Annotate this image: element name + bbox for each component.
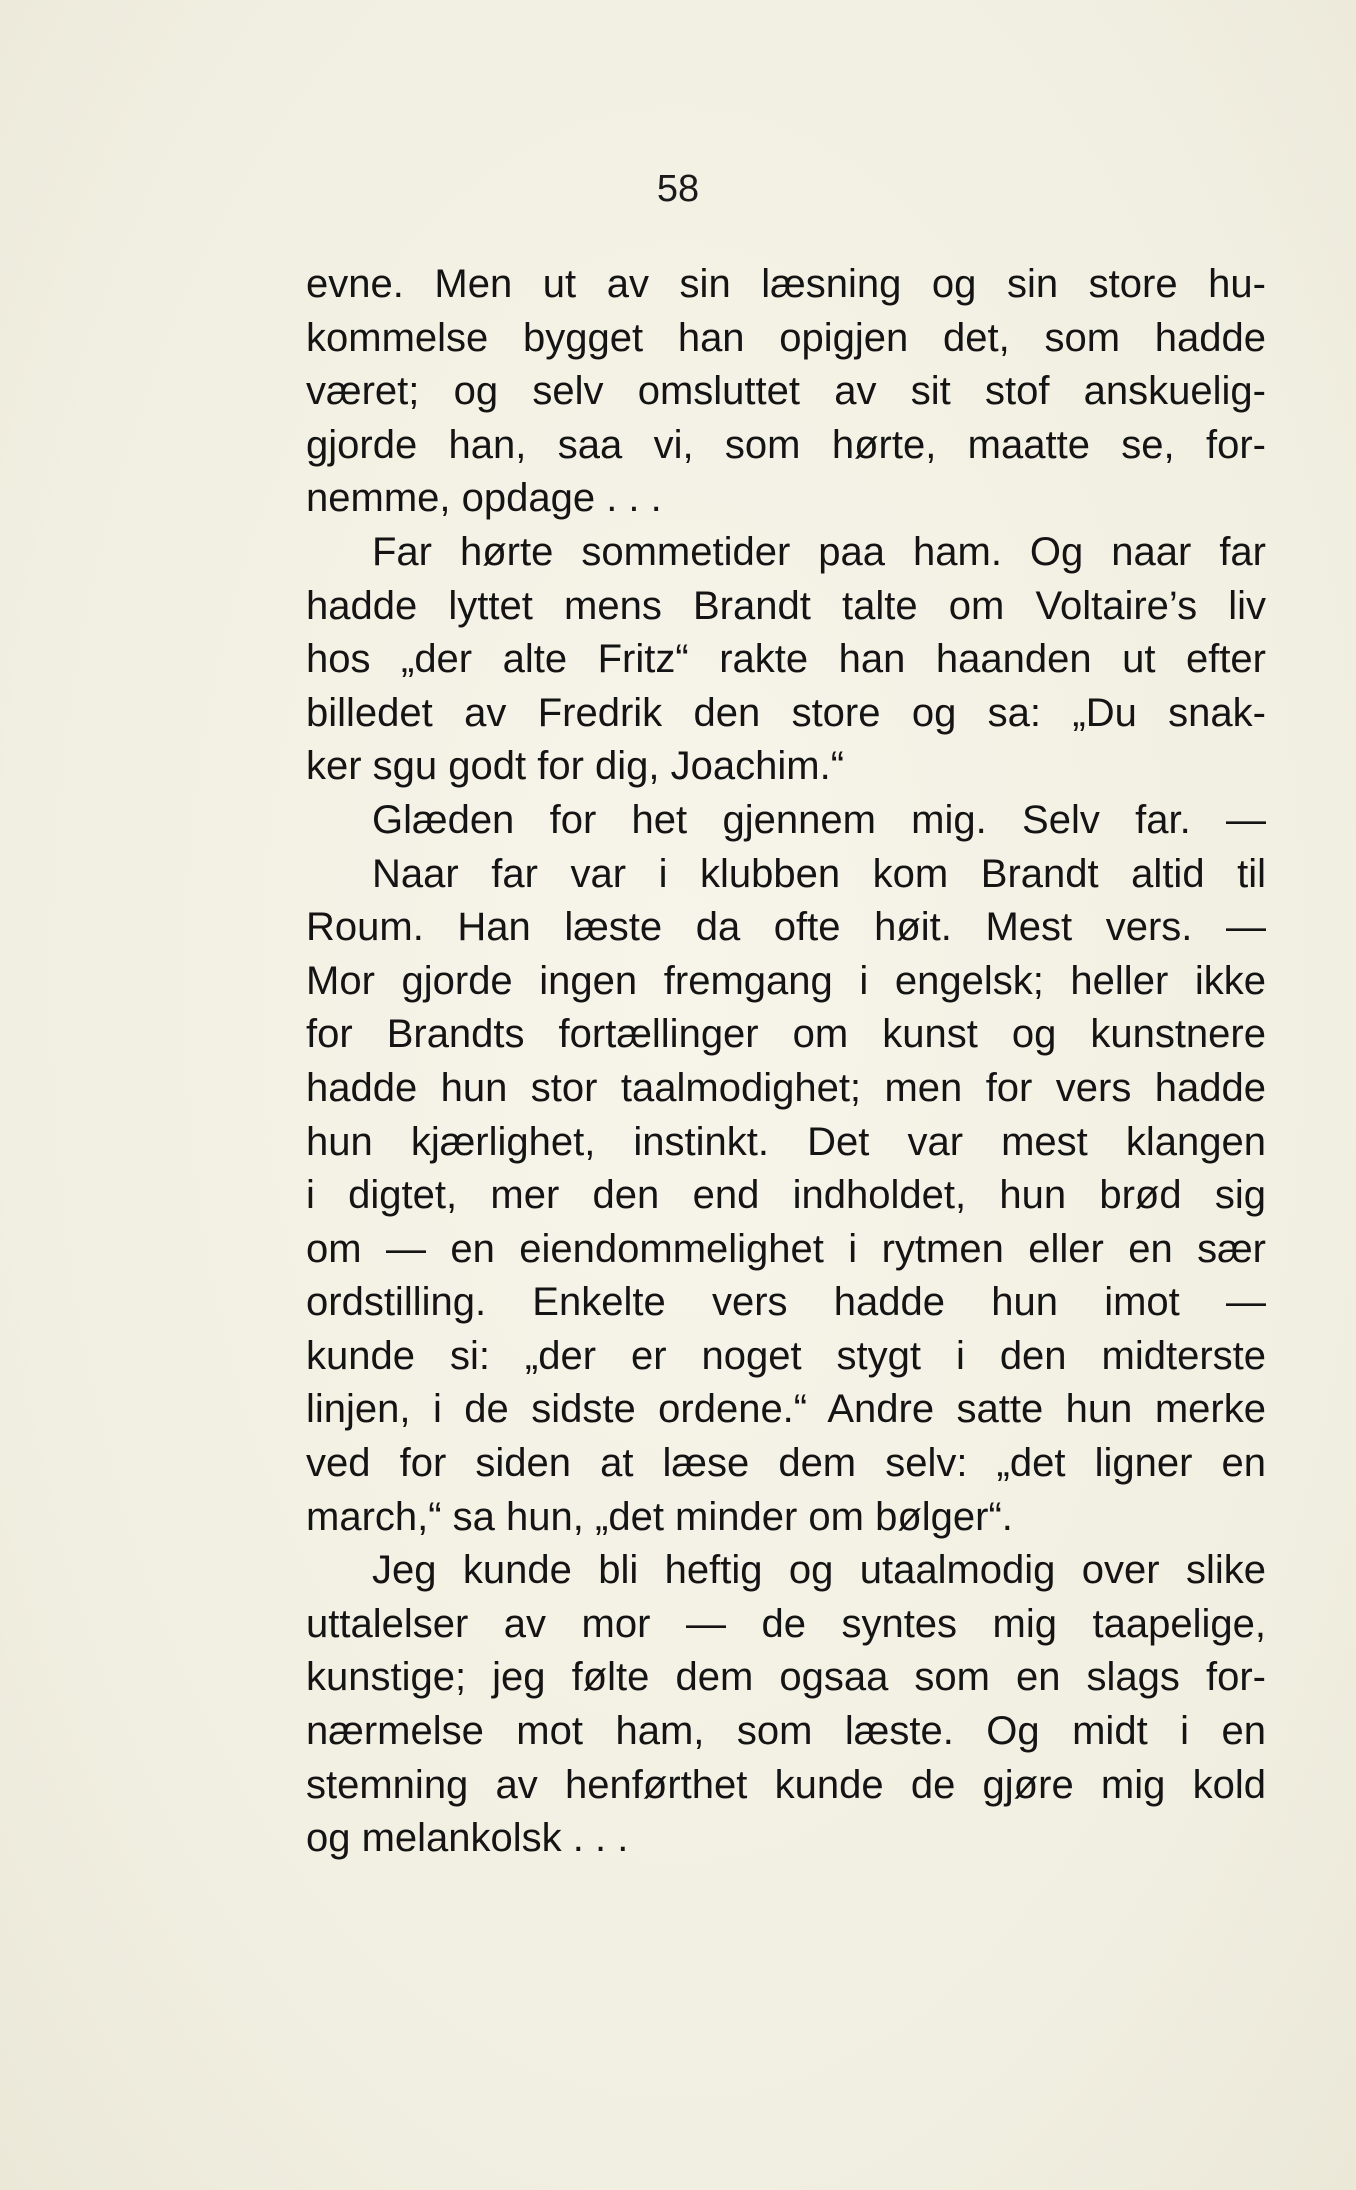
text-line: kunstige; jeg følte dem ogsaa som en slags for-	[306, 1655, 1266, 1700]
text-line: kunde si: „der er noget stygt i den midterste	[306, 1333, 1266, 1378]
text-line: Mor gjorde ingen fremgang i engelsk; heller ikke	[306, 958, 1266, 1003]
text-line: nærmelse mot ham, som læste. Og midt i en	[306, 1709, 1266, 1754]
text-line: gjorde han, saa vi, som hørte, maatte se, for-	[306, 422, 1266, 467]
text-line: hadde hun stor taalmodighet; men for vers hadde	[306, 1065, 1266, 1110]
text-line: ker sgu godt for dig, Joachim.“	[306, 744, 845, 789]
text-line: linjen, i de sidste ordene.“ Andre satte hun merke	[306, 1387, 1266, 1432]
text-line: hadde lyttet mens Brandt talte om Voltaire’s liv	[306, 583, 1266, 628]
text-line: kommelse bygget han opigjen det, som hadde	[306, 315, 1266, 360]
text-line: evne. Men ut av sin læsning og sin store hu-	[306, 262, 1266, 306]
text-line: Jeg kunde bli heftig og utaalmodig over slike	[372, 1548, 1266, 1593]
text-line: og melankolsk . . .	[306, 1816, 629, 1861]
text-line: Glæden for het gjennem mig. Selv far. —	[372, 797, 1266, 842]
text-line: i digtet, mer den end indholdet, hun brød sig	[306, 1173, 1266, 1218]
text-line: om — en eiendommelighet i rytmen eller en sær	[306, 1226, 1266, 1271]
text-line: for Brandts fortællinger om kunst og kunstnere	[306, 1012, 1266, 1057]
body-text	[306, 258, 1266, 1866]
text-line: hun kjærlighet, instinkt. Det var mest klangen	[306, 1119, 1266, 1164]
text-line: ordstilling. Enkelte vers hadde hun imot —	[306, 1280, 1266, 1325]
text-line: Roum. Han læste da ofte høit. Mest vers. —	[306, 905, 1266, 950]
text-line: march,“ sa hun, „det minder om bølger“.	[306, 1494, 1013, 1539]
text-line: stemning av henførthet kunde de gjøre mig kold	[306, 1762, 1266, 1807]
text-line: været; og selv omsluttet av sit stof anskuelig-	[306, 369, 1266, 414]
page-number: 58	[656, 168, 700, 210]
text-line: nemme, opdage . . .	[306, 476, 662, 521]
text-line: uttalelser av mor — de syntes mig taapelige,	[306, 1601, 1266, 1646]
text-line: Naar far var i klubben kom Brandt altid til	[372, 851, 1266, 896]
text-line: Far hørte sommetider paa ham. Og naar far	[372, 529, 1266, 574]
text-line: hos „der alte Fritz“ rakte han haanden ut efter	[306, 637, 1266, 682]
text-line: billedet av Fredrik den store og sa: „Du snak-	[306, 690, 1266, 735]
text-line: ved for siden at læse dem selv: „det ligner en	[306, 1441, 1266, 1486]
